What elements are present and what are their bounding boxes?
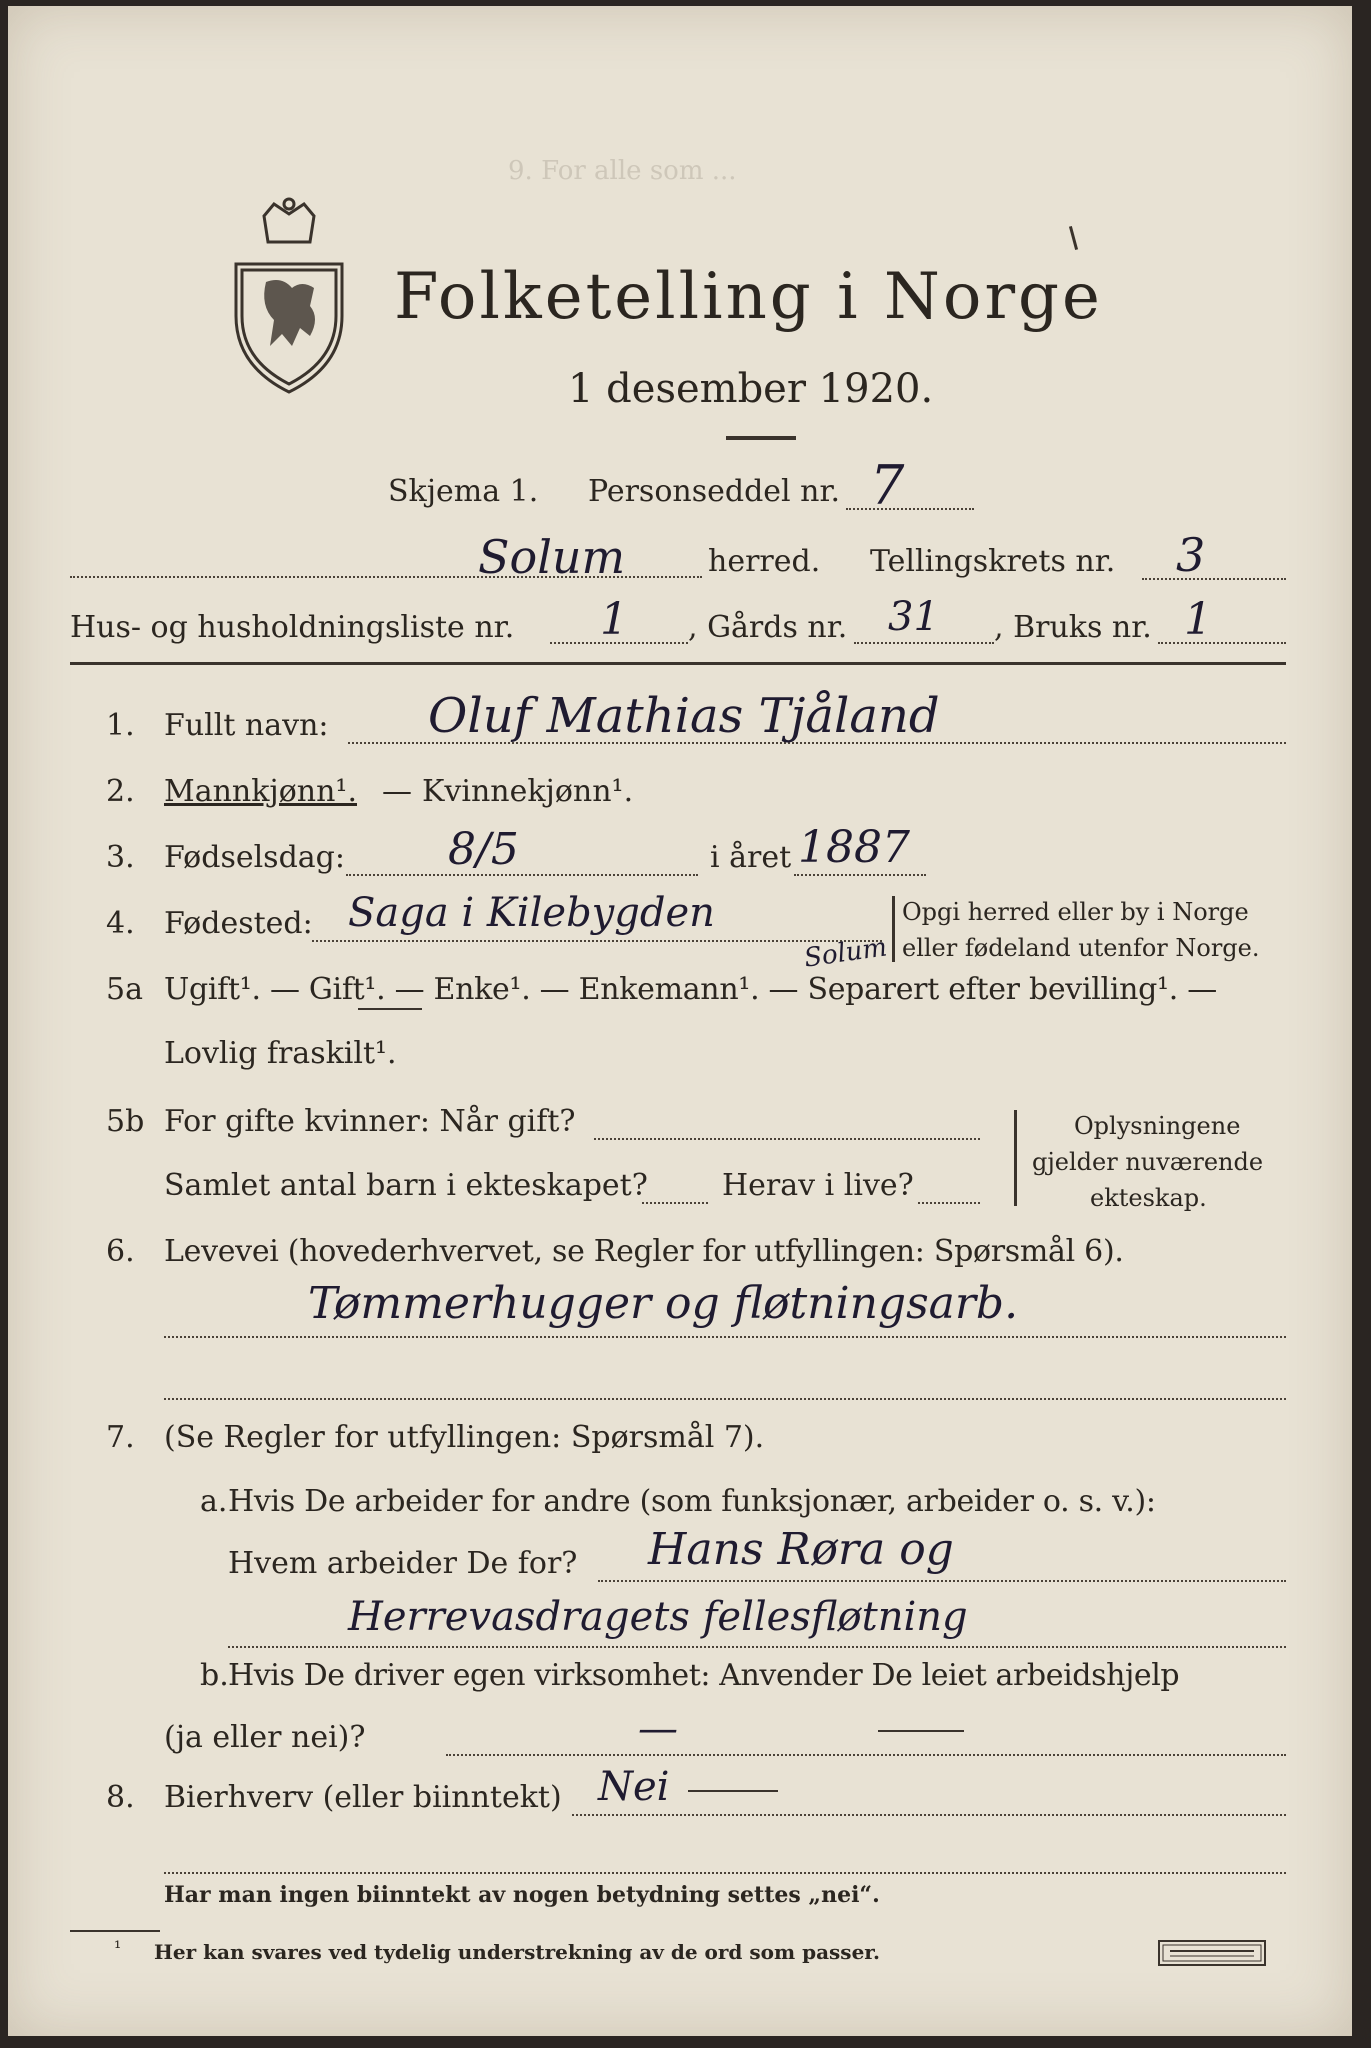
personseddel-dotted-line	[846, 508, 974, 510]
gards-number: 31	[888, 594, 939, 640]
tellingskrets-dotted-line	[1142, 578, 1286, 580]
q8-number: 8.	[106, 1780, 135, 1815]
bleed-through-text: 9. For alle som ...	[508, 156, 737, 186]
children-dotted-line	[642, 1202, 708, 1204]
marriage-note-1: Oplysningene	[1074, 1112, 1241, 1140]
employer-question: Hvem arbeider De for?	[228, 1546, 578, 1581]
q7b-letter: b.	[200, 1658, 229, 1693]
employer-value-2: Herrevasdragets fellesfløtning	[348, 1594, 968, 1640]
birthday-dotted-line	[346, 874, 698, 876]
birthplace-brace	[892, 896, 895, 962]
when-married-dotted-line	[594, 1138, 980, 1140]
norwegian-lion-crest-icon	[230, 196, 348, 396]
employer-dotted-line-1	[598, 1580, 1286, 1582]
secondary-income-value: Nei	[598, 1764, 670, 1810]
hired-help-dotted-line	[446, 1754, 1286, 1756]
hus-label: Hus- og husholdningsliste nr.	[70, 610, 515, 645]
secondary-income-dash	[688, 1790, 778, 1792]
married-women-question: For gifte kvinner: Når gift?	[164, 1104, 576, 1139]
q5b-number: 5b	[106, 1104, 145, 1139]
female-option: Kvinnekjønn¹.	[422, 774, 634, 809]
alive-question: Herav i live?	[722, 1168, 914, 1203]
occupation-question: Levevei (hovederhvervet, se Regler for utfyllingen: Spørsmål 6).	[164, 1234, 1124, 1269]
hired-help-dash	[878, 1730, 964, 1732]
q7-number: 7.	[106, 1420, 135, 1455]
footnote-mark: ¹	[114, 1938, 122, 1959]
q1-number: 1.	[106, 708, 135, 743]
birthplace-correction: Solum	[802, 932, 889, 974]
printer-stamp-icon	[1158, 1940, 1266, 1966]
hired-help-question: (ja eller nei)?	[164, 1720, 366, 1755]
personseddel-number: 7	[870, 454, 905, 517]
alive-dotted-line	[918, 1202, 980, 1204]
header-divider	[70, 662, 1286, 665]
birthplace-note-1: Opgi herred eller by i Norge	[902, 898, 1249, 926]
secondary-income-question: Bierhverv (eller biinntekt)	[164, 1780, 562, 1815]
extra-dotted-line	[164, 1872, 1286, 1874]
birthplace-dotted-line	[312, 940, 882, 942]
q1-label: Fullt navn:	[164, 708, 329, 743]
q2-separator: —	[382, 774, 412, 809]
q5a-number: 5a	[106, 972, 143, 1007]
q7a-text: Hvis De arbeider for andre (som funksjonær, arbeider o. s. v.):	[228, 1484, 1156, 1519]
marriage-note-3: ekteskap.	[1090, 1184, 1207, 1212]
q3-label: Fødselsdag:	[164, 840, 345, 875]
tellingskrets-label: Tellingskrets nr.	[870, 544, 1116, 579]
q2-number: 2.	[106, 774, 135, 809]
birthday-value: 8/5	[448, 824, 519, 875]
bruks-dotted-line	[1158, 642, 1286, 644]
ink-mark	[1069, 226, 1078, 250]
footnote-text: Her kan svares ved tydelig understrekning av de ord som passer.	[154, 1940, 880, 1964]
title-rule	[726, 436, 796, 440]
bruks-number: 1	[1184, 594, 1212, 645]
q7b-text: Hvis De driver egen virksomhet: Anvender De leiet arbeidshjelp	[228, 1658, 1180, 1693]
tellingskrets-number: 3	[1176, 528, 1206, 582]
secondary-income-dotted-line	[572, 1814, 1286, 1816]
employer-dotted-line-2	[228, 1646, 1286, 1648]
gards-label: , Gårds nr.	[688, 610, 848, 645]
year-label: i året	[710, 840, 792, 875]
gift-underline	[358, 1008, 422, 1010]
marital-status-divorced: Lovlig fraskilt¹.	[164, 1036, 397, 1071]
birthplace-note-2: eller fødeland utenfor Norge.	[902, 934, 1260, 962]
q4-number: 4.	[106, 906, 135, 941]
occupation-dotted-line-2	[164, 1398, 1286, 1400]
footnote-rule	[70, 1930, 160, 1932]
skjema-label: Skjema 1.	[388, 474, 539, 509]
no-income-note: Har man ingen biinntekt av nogen betydning settes „nei“.	[164, 1882, 880, 1908]
form-title: Folketelling i Norge	[394, 260, 1103, 334]
census-form	[8, 6, 1352, 2036]
gards-dotted-line	[854, 642, 994, 644]
birth-year-value: 1887	[798, 822, 910, 873]
q3-number: 3.	[106, 840, 135, 875]
hus-number: 1	[600, 594, 628, 645]
herred-value: Solum	[478, 530, 626, 584]
q6-number: 6.	[106, 1234, 135, 1269]
employer-value-1: Hans Røra og	[648, 1524, 954, 1575]
bruks-label: , Bruks nr.	[994, 610, 1152, 645]
marital-status-options: Ugift¹. — Gift¹. — Enke¹. — Enkemann¹. — Separert efter bevilling¹. —	[164, 972, 1217, 1007]
census-date: 1 desember 1920.	[568, 366, 934, 412]
marriage-note-2: gjelder nuværende	[1032, 1148, 1264, 1176]
herred-label: herred.	[708, 544, 821, 579]
q7-label: (Se Regler for utfyllingen: Spørsmål 7).	[164, 1420, 765, 1455]
male-option: Mannkjønn¹.	[164, 774, 357, 809]
personseddel-label: Personseddel nr.	[588, 474, 841, 509]
marriage-brace	[1014, 1110, 1017, 1206]
q7a-letter: a.	[200, 1484, 228, 1519]
occupation-value: Tømmerhugger og fløtningsarb.	[308, 1278, 1019, 1329]
occupation-dotted-line-1	[164, 1336, 1286, 1338]
hired-help-value: —	[638, 1706, 678, 1752]
birthplace-value: Saga i Kilebygden	[348, 890, 715, 936]
q4-label: Fødested:	[164, 906, 313, 941]
year-dotted-line	[794, 874, 926, 876]
full-name-value: Oluf Mathias Tjåland	[428, 688, 940, 744]
children-question: Samlet antal barn i ekteskapet?	[164, 1168, 648, 1203]
